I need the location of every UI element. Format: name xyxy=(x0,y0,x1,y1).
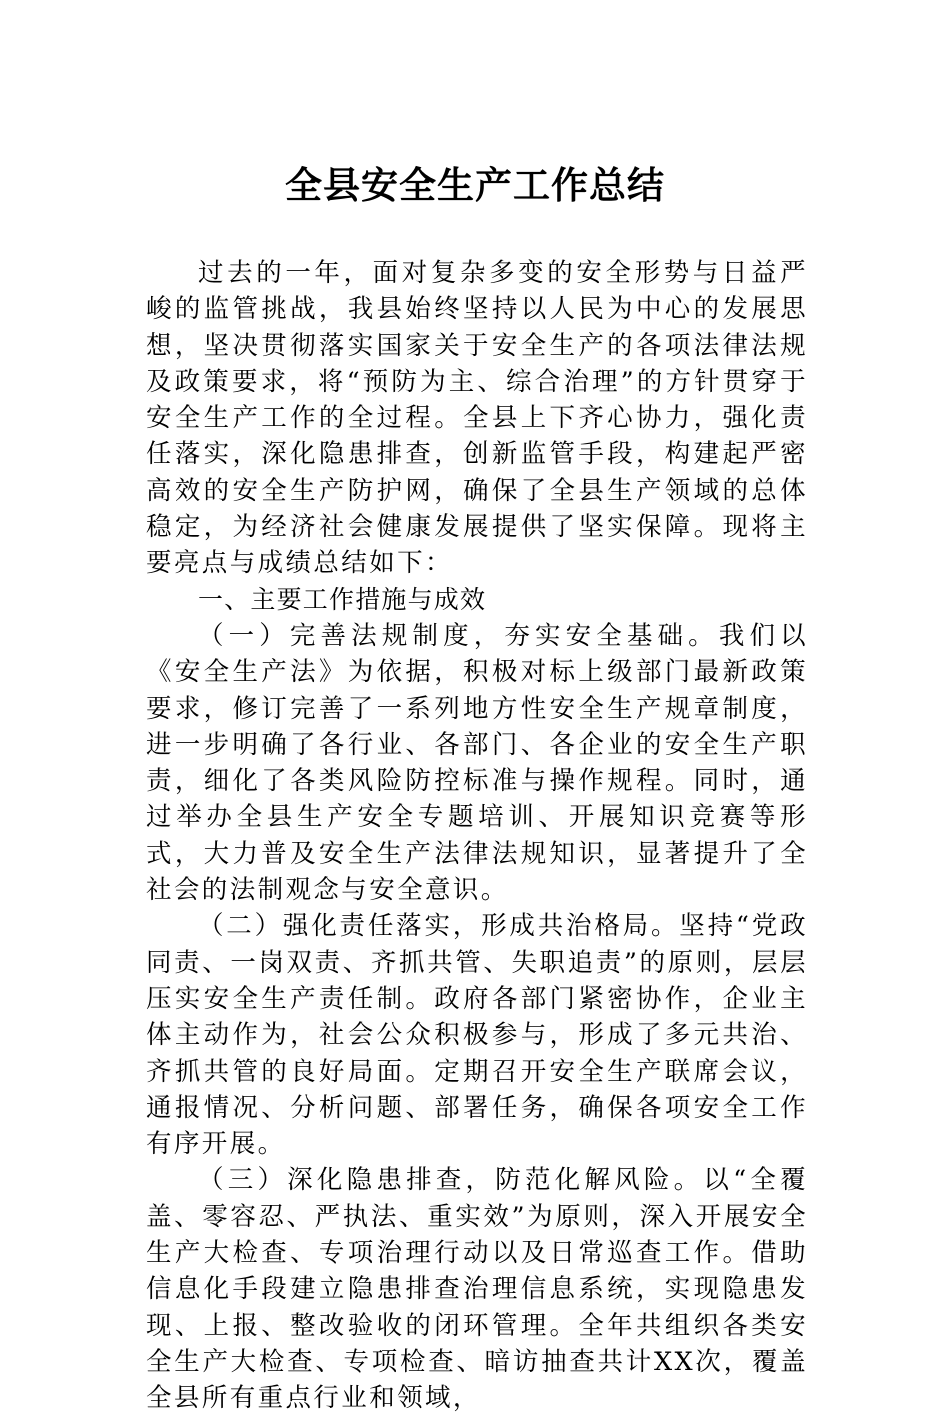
document-body xyxy=(146,255,808,1417)
item-paragraph-2: （二）强化责任落实，形成共治格局。坚持“党政同责、一岗双责、齐抓共管、失职追责”的原则，层层压实安全生产责任制。政府各部门紧密协作，企业主体主动作为，社会公众积极参与，形成了多元共治、齐抓共管的良好局面。定期召开安全生产联席会议，通报情况、分析问题、部署任务，确保各项安全工作有序开展。 xyxy=(146,911,808,1160)
section-heading-1: 一、主要工作措施与成效 xyxy=(198,584,487,614)
document-title: 全县安全生产工作总结 xyxy=(285,163,665,207)
item-paragraph-1: （一）完善法规制度，夯实安全基础。我们以《安全生产法》为依据，积极对标上级部门最新政策要求，修订完善了一系列地方性安全生产规章制度，进一步明确了各行业、各部门、各企业的安全生产职责，细化了各类风险防控标准与操作规程。同时，通过举办全县生产安全专题培训、开展知识竞赛等形式，大力普及安全生产法律法规知识，显著提升了全社会的法制观念与安全意识。 xyxy=(146,620,808,906)
intro-paragraph: 过去的一年，面对复杂多变的安全形势与日益严峻的监管挑战，我县始终坚持以人民为中心的发展思想，坚决贯彻落实国家关于安全生产的各项法律法规及政策要求，将“预防为主、综合治理”的方针贯穿于安全生产工作的全过程。全县上下齐心协力，强化责任落实，深化隐患排查，创新监管手段，构建起严密高效的安全生产防护网，确保了全县生产领域的总体稳定，为经济社会健康发展提供了坚实保障。现将主要亮点与成绩总结如下： xyxy=(146,258,808,579)
item-paragraph-3: （三）深化隐患排查，防范化解风险。以“全覆盖、零容忍、严执法、重实效”为原则，深入开展安全生产大检查、专项治理行动以及日常巡查工作。借助信息化手段建立隐患排查治理信息系统，实现隐患发现、上报、整改验收的闭环管理。全年共组织各类安全生产大检查、专项检查、暗访抽查共计XX次，覆盖全县所有重点行业和领域， xyxy=(146,1165,808,1414)
